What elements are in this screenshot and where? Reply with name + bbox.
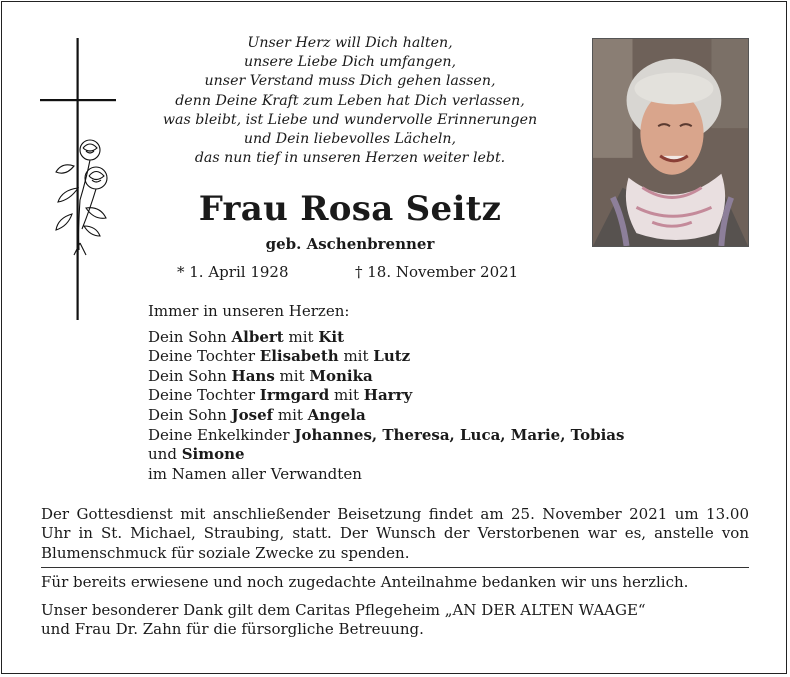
grandchild-name: Simone (181, 445, 245, 464)
thanks-line: Unser besonderer Dank gilt dem Caritas Pflegeheim „AN DER ALTEN WAAGE“ (41, 601, 646, 619)
relative-name: Albert (231, 327, 284, 346)
cross-with-roses-icon (34, 38, 124, 320)
connector-text: mit (273, 405, 308, 424)
poem-line: was bleibt, ist Liebe und wundervolle Erinnerungen (162, 111, 538, 128)
connector-text: mit (274, 366, 310, 385)
relative-name: Irmgard (259, 386, 330, 405)
relation-text: Dein Sohn (148, 366, 232, 385)
mourners-list (148, 302, 624, 484)
relative-name: Josef (231, 405, 274, 424)
grandchildren-names: Johannes, Theresa, Luca, Marie, Tobias (294, 425, 625, 444)
relative-name: Hans (231, 366, 275, 385)
partner-name: Harry (363, 386, 413, 405)
mourner-line (148, 347, 624, 367)
poem-line: Unser Herz will Dich halten, (247, 35, 453, 51)
thanks-line: und Frau Dr. Zahn für die fürsorgliche Betreuung. (41, 620, 424, 639)
relation-text: Deine Enkelkinder (148, 425, 295, 444)
thanks-line: Für bereits erwiesene und noch zugedachte Anteilnahme bedanken wir uns herzlich. (41, 573, 689, 591)
connector-text: mit (283, 327, 319, 346)
poem-line: unsere Liebe Dich umfangen, (243, 54, 457, 71)
poem (130, 34, 570, 168)
funeral-notice: Der Gottesdienst mit anschließender Beisetzung findet am 25. November 2021 um 13.00 Uhr in St. Michael, Straubing, statt. Der Wunsch der Verstorbenen war es, anstelle von Blumenschmuck für soziale Zwecke zu spenden. (41, 505, 749, 562)
grandchildren-line (148, 445, 624, 465)
special-thanks (41, 601, 749, 640)
maiden-name: geb. Aschenbrenner (265, 235, 435, 253)
relatives-line: im Namen aller Verwandten (148, 464, 362, 483)
death-date: † 18. November 2021 (355, 263, 519, 281)
partner-name: Lutz (373, 347, 411, 366)
poem-line: denn Deine Kraft zum Leben hat Dich verlassen, (175, 92, 525, 109)
relation-text: Deine Tochter (148, 386, 260, 405)
mourner-line (148, 328, 624, 348)
grandchildren-line (148, 426, 624, 446)
mourner-line (148, 406, 624, 426)
connector-text: mit (338, 347, 374, 366)
mourner-line (148, 386, 624, 406)
mourner-line (148, 367, 624, 387)
divider (41, 567, 749, 568)
connector-text: mit (329, 386, 364, 405)
partner-name: Monika (309, 366, 373, 385)
partner-name: Angela (307, 405, 366, 424)
poem-line: unser Verstand muss Dich gehen lassen, (204, 73, 496, 90)
relation-text: Dein Sohn (148, 405, 232, 424)
relation-text: Deine Tochter (148, 347, 260, 366)
birth-date: * 1. April 1928 (177, 263, 289, 281)
connector-text: und (148, 445, 182, 464)
deceased-name: Frau Rosa Seitz (198, 189, 502, 229)
poem-line: das nun tief in unseren Herzen weiter lebt. (194, 150, 506, 167)
portrait-photo (592, 38, 749, 247)
partner-name: Kit (318, 327, 344, 346)
mourners-intro: Immer in unseren Herzen: (148, 302, 350, 320)
relative-name: Elisabeth (259, 347, 339, 366)
relation-text: Dein Sohn (148, 327, 232, 346)
poem-line: und Dein liebevolles Lächeln, (243, 131, 457, 148)
